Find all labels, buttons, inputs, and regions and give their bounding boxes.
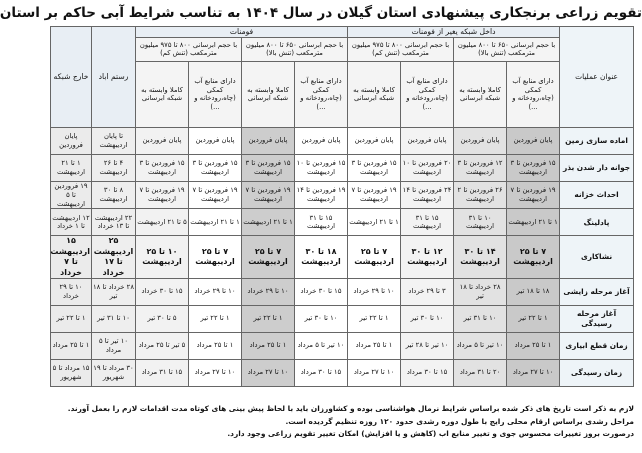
table-cell: تا پایان اردیبهشت	[92, 127, 136, 154]
crop-calendar-table	[50, 26, 634, 387]
table-cell: ۱۹ فروردین تا ۱۴ اردیبهشت	[295, 181, 348, 208]
sub-header-4: کاملا وابسته به شبکه ابرسانی	[348, 61, 401, 127]
table-cell: ۱۹ فروردین تا ۷ اردیبهشت	[189, 181, 242, 208]
table-row	[51, 278, 634, 305]
row-label: زمان قطع ابیاری	[560, 332, 634, 359]
table-cell: ۱۲ اردیبهشت تا ۱ خرداد	[51, 209, 92, 236]
row-label: آغاز مرحله زایشی	[560, 278, 634, 305]
table-cell: ۱۹ فروردین تا ۷ اردیبهشت	[136, 181, 189, 208]
row-label: آغاز مرحله رسیدگی	[560, 305, 634, 332]
table-cell: ۱۴ تا ۳۰ اردیبهشت	[454, 236, 507, 279]
sub-header-2: کاملا وابسته به شبکه ابرسانی	[454, 61, 507, 127]
table-cell: ۱۵ اردیبهشت تا ۷ خرداد	[50, 236, 90, 277]
table-cell: ۲۰ فروردین تا ۱۰ اردیبهشت	[401, 154, 454, 181]
table-cell: ۱۰ تا ۳۰ تیر	[401, 305, 454, 332]
row-label: زمان رسیدگی	[560, 359, 634, 386]
table-cell: ۱ تا ۲۵ مرداد	[189, 332, 242, 359]
table-cell: ۱۰ تا ۲۵ اردیبهشت	[136, 236, 189, 279]
table-row	[51, 332, 634, 359]
table-cell: ۲۲ اردیبهشت تا ۱۳ خرداد	[92, 209, 136, 236]
table-cell: ۲۴ فروردین تا ۱۴ اردیبهشت	[401, 181, 454, 208]
table-cell: ۱ تا ۲۲ تیر	[348, 305, 401, 332]
table-cell: ۱۵ تا ۳۰ خرداد	[295, 278, 348, 305]
table-cell: ۱۵ فروردین تا ۳ اردیبهشت	[507, 154, 560, 181]
table-cell: ۱۰ تیر تا ۵ مرداد	[295, 332, 348, 359]
table-cell: ۲۵ اردیبهشت تا ۱۷ خرداد	[92, 236, 136, 279]
table-cell: پایان فروردین	[454, 127, 507, 154]
table-cell: ۱۰ تا ۲۷ مرداد	[242, 359, 295, 386]
footnotes	[50, 403, 634, 441]
sub-header-5: دارای منابع آب کمکی (چاه،رودخانه و ...)	[295, 61, 348, 127]
row-label: اماده سازی زمین	[560, 127, 634, 154]
table-cell: ۷ تا ۲۵ اردیبهشت	[189, 236, 242, 279]
table-cell: ۷ تا ۲۵ اردیبهشت	[242, 236, 295, 279]
table-cell: ۱ تا ۲۱ اردیبهشت	[242, 209, 295, 236]
table-cell: ۱۰ تا ۳۱ تیر	[454, 305, 507, 332]
table-row	[51, 305, 634, 332]
table-cell: ۱ تا ۲۵ مرداد	[348, 332, 401, 359]
table-cell: ۲۸ خرداد تا ۱۸ تیر	[92, 278, 136, 305]
table-cell: ۱ تا ۲۲ تیر	[242, 305, 295, 332]
table-cell: ۱ تا ۲۲ تیر	[189, 305, 242, 332]
row-label: نشاکاری	[560, 236, 634, 279]
table-cell: ۱۵ تا ۳۱ مرداد	[136, 359, 189, 386]
table-row	[51, 127, 634, 154]
table-cell: ۲۰ تا ۳۱ مرداد	[454, 359, 507, 386]
table-cell: ۱ تا ۲۲ تیر	[507, 305, 560, 332]
document-title: تقویم زراعی برنجکاری پیشنهادی استان گیلان در سال ۱۴۰۴ به تناسب شرایط آبی حاکم بر استان	[0, 5, 642, 21]
row-label: جوانه دار شدن بذر	[560, 154, 634, 181]
table-cell: پایان فروردین	[242, 127, 295, 154]
table-cell: ۱ تا ۲۵ مرداد	[507, 332, 560, 359]
table-cell: ۱ تا ۲۱ اردیبهشت	[348, 209, 401, 236]
table-cell: ۱۵ فروردین تا ۳ اردیبهشت	[136, 154, 189, 181]
fumanat-high-stress-header: با حجم ابرسانی ۶۵۰ تا ۸۰۰ میلیون مترمکعب (تنش بالا)	[242, 37, 348, 61]
table-cell: ۱۰ تیر تا ۵ مرداد	[454, 332, 507, 359]
table-cell: ۱۵ مرداد تا ۵ شهریور	[51, 359, 92, 386]
table-cell: ۱۹ فروردین تا ۵ اردیبهشت	[51, 181, 92, 208]
table-cell: ۳ تا ۲۹ خرداد	[401, 278, 454, 305]
table-cell: ۱۰ تا ۲۹ خرداد	[51, 278, 92, 305]
table-cell: پایان فروردین	[401, 127, 454, 154]
footnote: مراحل رشدی براساس ارقام محلی رایج با طول دوره رشدی حدود ۱۲۰ روزه تنظیم گردیده است.	[285, 416, 634, 426]
row-label: پادلینگ	[560, 209, 634, 236]
table-cell: ۱۰ تا ۳۱ تیر	[92, 305, 136, 332]
table-cell: ۲۶ فروردین تا ۲ اردیبهشت	[454, 181, 507, 208]
table-cell: ۱۸ تا ۱۸ تیر	[507, 278, 560, 305]
table-cell: ۱ تا ۲۱ اردیبهشت	[507, 209, 560, 236]
table-cell: ۴ تا ۲۶ اردیبهشت	[92, 154, 136, 181]
sub-header-7: دارای منابع آب کمکی (چاه،رودخانه و ...)	[189, 61, 242, 127]
outside-network-header: خارج شبکه	[51, 27, 92, 128]
operation-header: عنوان عملیات	[560, 27, 634, 128]
inside-network-header: داخل شبکه یغیر از فومنات	[348, 27, 560, 38]
table-row	[51, 154, 634, 181]
table-cell: ۱۰ تا ۲۷ مرداد	[189, 359, 242, 386]
table-cell: پایان فروردین	[295, 127, 348, 154]
table-cell: پایان فروردین	[51, 127, 92, 154]
table-cell: پایان فروردین	[348, 127, 401, 154]
table-row	[51, 236, 634, 279]
table-cell: ۱۰ تا ۲۹ خرداد	[348, 278, 401, 305]
table-row	[51, 209, 634, 236]
table-cell: ۱۵ تا ۳۱ اردیبهشت	[401, 209, 454, 236]
table-cell: ۷ تا ۲۵ اردیبهشت	[507, 236, 560, 279]
table-cell: ۱۵ تا ۳۰ خرداد	[136, 278, 189, 305]
table-cell: ۸ تا ۳۰ اردیبهشت	[92, 181, 136, 208]
table-cell: ۱۵ فروردین تا ۱۰ اردیبهشت	[295, 154, 348, 181]
table-cell: ۷ تا ۲۵ اردیبهشت	[348, 236, 401, 279]
footnote: لازم به ذکر است تاریخ های ذکر شده براساس شرایط نرمال هواشناسی بوده و کشاورزان باید با لحاظ پیش بینی های کوتاه مدت اقدامات لازم را بعمل آورند.	[67, 404, 634, 413]
table-cell: ۱۲ فروردین تا ۳ اردیبهشت	[454, 154, 507, 181]
table-cell: ۵ تا ۳۰ تیر	[136, 305, 189, 332]
row-label: احداث خزانه	[560, 181, 634, 208]
table-cell: پایان فروردین	[189, 127, 242, 154]
table-cell: ۱۰ تا ۲۹ خرداد	[242, 278, 295, 305]
table-cell: ۱۹ فروردین تا ۷ اردیبهشت	[348, 181, 401, 208]
table-cell: ۱۵ فروردین تا ۳ اردیبهشت	[242, 154, 295, 181]
table-cell: ۲۸ خرداد تا ۱۸ تیر	[454, 278, 507, 305]
sub-header-8: کاملا وابسته به شبکه ابرسانی	[136, 61, 189, 127]
table-cell: ۱۰ تا ۲۹ خرداد	[189, 278, 242, 305]
table-cell: ۱ تا ۲۵ مرداد	[242, 332, 295, 359]
table-cell: ۱ تا ۲۱ اردیبهشت	[189, 209, 242, 236]
table-cell: پایان فروردین	[507, 127, 560, 154]
table-cell: ۱۰ تیر تا ۵ مرداد	[92, 332, 136, 359]
table-cell: ۱ تا ۲۲ تیر	[51, 305, 92, 332]
table-cell: ۱۵ تا ۳۰ مرداد	[401, 359, 454, 386]
table-cell: ۳۰ مرداد تا ۱۹ شهریور	[92, 359, 136, 386]
table-cell: پایان فروردین	[136, 127, 189, 154]
table-cell: ۱۵ تا ۳۱ اردیبهشت	[295, 209, 348, 236]
inside-high-stress-header: با حجم ابرسانی ۶۵۰ تا ۸۰۰ میلیون مترمکعب (تنش بالا)	[454, 37, 560, 61]
table-cell: ۱۵ تا ۳۰ مرداد	[295, 359, 348, 386]
table-cell: ۱ تا ۲۱ اردیبهشت	[51, 154, 92, 181]
table-cell: ۱۹ فروردین تا ۷ اردیبهشت	[242, 181, 295, 208]
table-cell: ۱۸ تا ۳۰ اردیبهشت	[295, 236, 348, 279]
table-cell: ۱۰ تا ۳۱ اردیبهشت	[454, 209, 507, 236]
table-cell: ۱۲ تا ۳۰ اردیبهشت	[401, 236, 454, 279]
table-cell: ۱۹ فروردین تا ۷ اردیبهشت	[507, 181, 560, 208]
table-row	[51, 181, 634, 208]
inside-low-stress-header: با حجم ابرسانی ۸۰۰ تا ۹۷۵ میلیون مترمکعب (تنش کم)	[348, 37, 454, 61]
sub-header-6: کاملا وابسته به شبکه ابرسانی	[242, 61, 295, 127]
footnote: درصورت بروز تغییرات محسوس جوی و تغییر منابع اب (کاهش و یا افزایش) امکان تغییر تقویم زراعی وجود دارد.	[227, 429, 634, 438]
table-cell: ۱۰ تا ۳۰ تیر	[295, 305, 348, 332]
table-cell: ۱۰ تا ۲۷ مرداد	[507, 359, 560, 386]
table-cell: ۱۰ تا ۲۷ مرداد	[348, 359, 401, 386]
table-cell: ۱۰ تیر تا ۲۸ تیر	[401, 332, 454, 359]
fumanat-header: فومنات	[136, 27, 348, 38]
table-cell: ۵ تا ۲۱ اردیبهشت	[136, 209, 189, 236]
table-row	[51, 359, 634, 386]
table-cell: ۱۵ فروردین تا ۳ اردیبهشت	[189, 154, 242, 181]
sub-header-3: دارای منابع آب کمکی (چاه،رودخانه و ...)	[401, 61, 454, 127]
table-cell: ۵ تیر تا ۲۵ مرداد	[136, 332, 189, 359]
fumanat-low-stress-header: با حجم ابرسانی ۸۰۰ تا ۹۷۵ میلیون مترمکعب (تنش کم)	[136, 37, 242, 61]
table-cell: ۱۵ فروردین تا ۳ اردیبهشت	[348, 154, 401, 181]
table-cell: ۱ تا ۲۵ مرداد	[51, 332, 92, 359]
sub-header-1: دارای منابع آب کمکی (چاه،رودخانه و ...)	[507, 61, 560, 127]
rastamabad-header: رستم اباد	[92, 27, 136, 128]
